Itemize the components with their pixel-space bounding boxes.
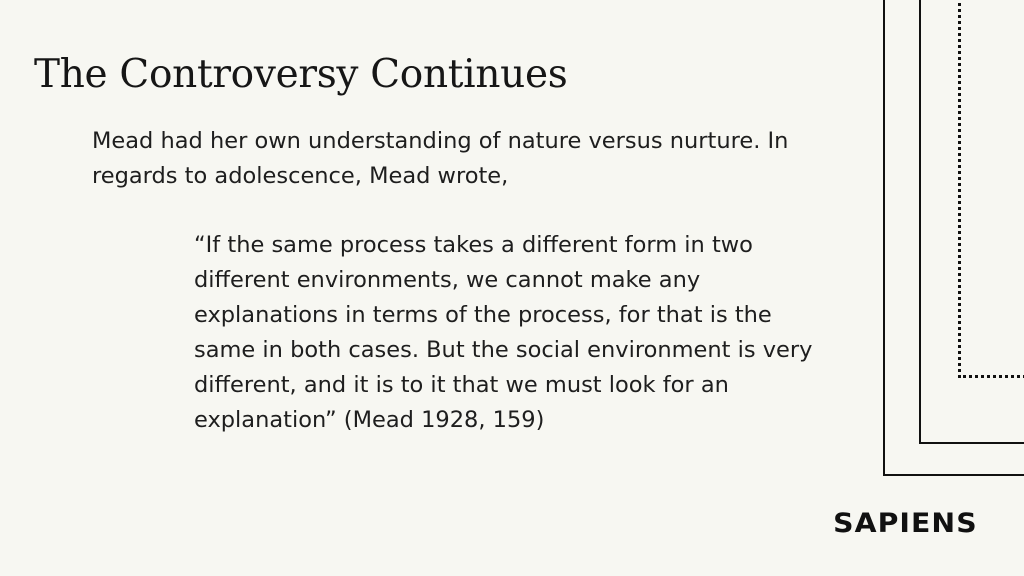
decorative-frame-dotted (958, 0, 1024, 378)
slide-title: The Controversy Continues (34, 52, 568, 97)
intro-paragraph: Mead had her own understanding of nature versus nurture. In regards to adolescence, Mead wrote, (92, 128, 789, 189)
block-quote: “If the same process takes a different form in two different environments, we cannot make any explanations in terms of the process, for that is the same in both cases. But the social environment is very different, and it is to it that we must look for an explanation” (Mead 1928, 159) (194, 232, 813, 433)
sapiens-logo: SAPIENS (833, 508, 978, 539)
